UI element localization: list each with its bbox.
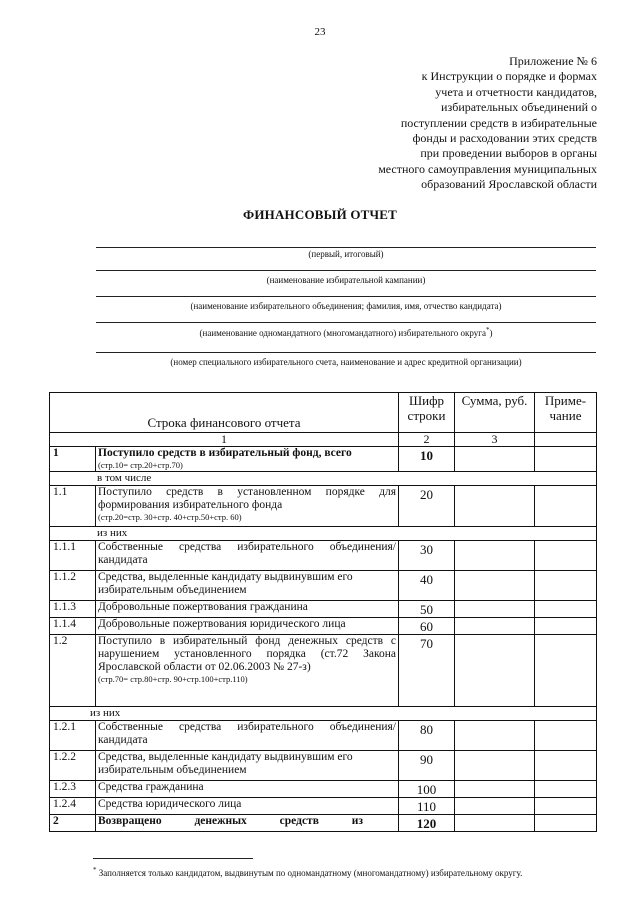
row-label: Добровольные пожертвования гражданина [96,601,399,618]
table-row [50,618,597,635]
caption-end: ) [489,328,493,338]
sum-cell[interactable] [455,721,535,751]
row-code: 40 [399,571,455,601]
appendix-line: избирательных объединений о [441,100,597,115]
row-label: Добровольные пожертвования юридического лица [96,618,399,635]
row-formula: (стр.70= стр.80+стр. 90+стр.100+стр.110) [98,674,248,684]
row-label: Собственные средства избирательного объединения/ кандидата [96,541,399,571]
fill-line-candidate[interactable] [96,296,596,297]
note-cell[interactable] [535,781,597,798]
row-number: 1 [50,447,96,472]
row-code: 120 [399,815,455,832]
fill-line-account[interactable] [96,352,596,353]
table-row [50,798,597,815]
row-label [96,486,399,527]
appendix-line: фонды и расходовании этих средств [412,131,597,146]
row-formula: (стр.10= стр.20+стр.70) [98,460,183,470]
col-number: 3 [455,433,535,447]
row-code: 10 [399,447,455,472]
table-row [50,601,597,618]
row-code: 70 [399,635,455,707]
sum-cell[interactable] [455,635,535,707]
note-cell[interactable] [535,618,597,635]
appendix-line: поступлении средств в избирательные [400,115,597,130]
note-cell[interactable] [535,571,597,601]
separator-row [50,707,597,721]
sum-cell[interactable] [455,447,535,472]
table-row [50,751,597,781]
fill-line-campaign[interactable] [96,270,596,271]
appendix-line: Приложение № 6 [509,54,597,68]
table-row [50,486,597,527]
separator-row [50,527,597,541]
row-number: 1.2 [50,635,96,707]
field-caption: (номер специального избирательного счета, наименование и адрес кредитной организации) [170,357,522,367]
row-label: Возвращено денежных средств из [96,815,399,832]
appendix-line: образований Ярославской области [421,177,597,192]
sum-cell[interactable] [455,541,535,571]
col-number: 2 [399,433,455,447]
footnote-divider [93,858,253,859]
appendix-line: при проведении выборов в органы [420,146,597,161]
row-number: 1.1.2 [50,571,96,601]
row-text: Поступило средств в установленном порядке для формирования избирательного фонда [98,486,396,511]
row-label: Средства, выделенные кандидату выдвинувшим его избирательным объединением [96,571,399,601]
footnote [93,864,603,879]
row-code: 90 [399,751,455,781]
row-number: 1.2.1 [50,721,96,751]
note-cell[interactable] [535,541,597,571]
separator-label: в том числе [50,472,597,486]
document-title: ФИНАНСОВЫЙ ОТЧЕТ [242,207,398,222]
footnote-mark: * [485,326,490,334]
footnote-text: Заполняется только кандидатом, выдвинутым по одномандатному (многомандатному) избирательному округу. [98,868,523,878]
appendix-line: местного самоуправления муниципальных [378,161,597,176]
col-number [535,433,597,447]
fill-line-report-type[interactable] [96,247,596,248]
row-number: 1.1.1 [50,541,96,571]
sum-cell[interactable] [455,486,535,527]
row-number: 1.2.3 [50,781,96,798]
note-cell[interactable] [535,751,597,781]
row-code: 50 [399,601,455,618]
financial-report-table [49,392,597,832]
row-label: Средства, выделенные кандидату выдвинувшим его избирательным объединением [96,751,399,781]
field-caption: (наименование избирательного объединения; фамилия, имя, отчество кандидата) [190,301,502,311]
appendix-line: к Инструкции о порядке и формах [421,69,597,84]
appendix-line: учета и отчетности кандидатов, [435,84,597,99]
col-number: 1 [50,433,399,447]
row-number: 1.1.4 [50,618,96,635]
note-cell[interactable] [535,798,597,815]
field-caption: (наименование одномандатного (многомандатного) избирательного округа [199,328,486,338]
header-note: Приме-чание [535,393,597,433]
fill-line-district[interactable] [96,322,596,323]
separator-label: из них [50,707,597,721]
header-row-label: Строка финансового отчета [50,393,399,433]
page-number: 23 [314,26,326,38]
table-header-row [50,393,597,433]
table-row [50,571,597,601]
header-sum: Сумма, руб. [455,393,535,433]
row-number: 1.2.2 [50,751,96,781]
row-code: 20 [399,486,455,527]
row-number: 1.2.4 [50,798,96,815]
row-number: 2 [50,815,96,832]
table-row [50,635,597,707]
field-caption-district [96,326,596,338]
field-caption: (первый, итоговый) [308,249,384,259]
table-row [50,815,597,832]
sum-cell[interactable] [455,781,535,798]
note-cell[interactable] [535,447,597,472]
row-text: Поступило средств в избирательный фонд, всего [98,447,352,459]
row-text: Поступило в избирательный фонд денежных средств с нарушением установленного порядка (ст.72 Закона Ярославской области от 02.06.2003 № 27-з) [98,635,396,673]
row-code: 80 [399,721,455,751]
note-cell[interactable] [535,601,597,618]
separator-row [50,472,597,486]
row-label: Средства гражданина [96,781,399,798]
header-code: Шифр строки [399,393,455,433]
column-numbers-row [50,433,597,447]
sum-cell[interactable] [455,571,535,601]
separator-label: из них [50,527,597,541]
footnote-mark: * [93,866,97,874]
note-cell[interactable] [535,635,597,707]
row-number: 1.1 [50,486,96,527]
row-code: 30 [399,541,455,571]
row-formula: (стр.20=стр. 30+стр. 40+стр.50+стр. 60) [98,512,242,522]
row-code: 60 [399,618,455,635]
sum-cell[interactable] [455,751,535,781]
row-label: Собственные средства избирательного объединения/ кандидата [96,721,399,751]
row-label [96,447,399,472]
sum-cell[interactable] [455,815,535,832]
row-number: 1.1.3 [50,601,96,618]
appendix-note [337,54,597,193]
row-code: 100 [399,781,455,798]
row-code: 110 [399,798,455,815]
sum-cell[interactable] [455,618,535,635]
note-cell[interactable] [535,815,597,832]
table-row [50,447,597,472]
row-label: Средства юридического лица [96,798,399,815]
table-row [50,781,597,798]
table-row [50,541,597,571]
row-label [96,635,399,707]
sum-cell[interactable] [455,798,535,815]
note-cell[interactable] [535,721,597,751]
sum-cell[interactable] [455,601,535,618]
field-caption: (наименование избирательной кампании) [266,275,426,285]
note-cell[interactable] [535,486,597,527]
table-row [50,721,597,751]
